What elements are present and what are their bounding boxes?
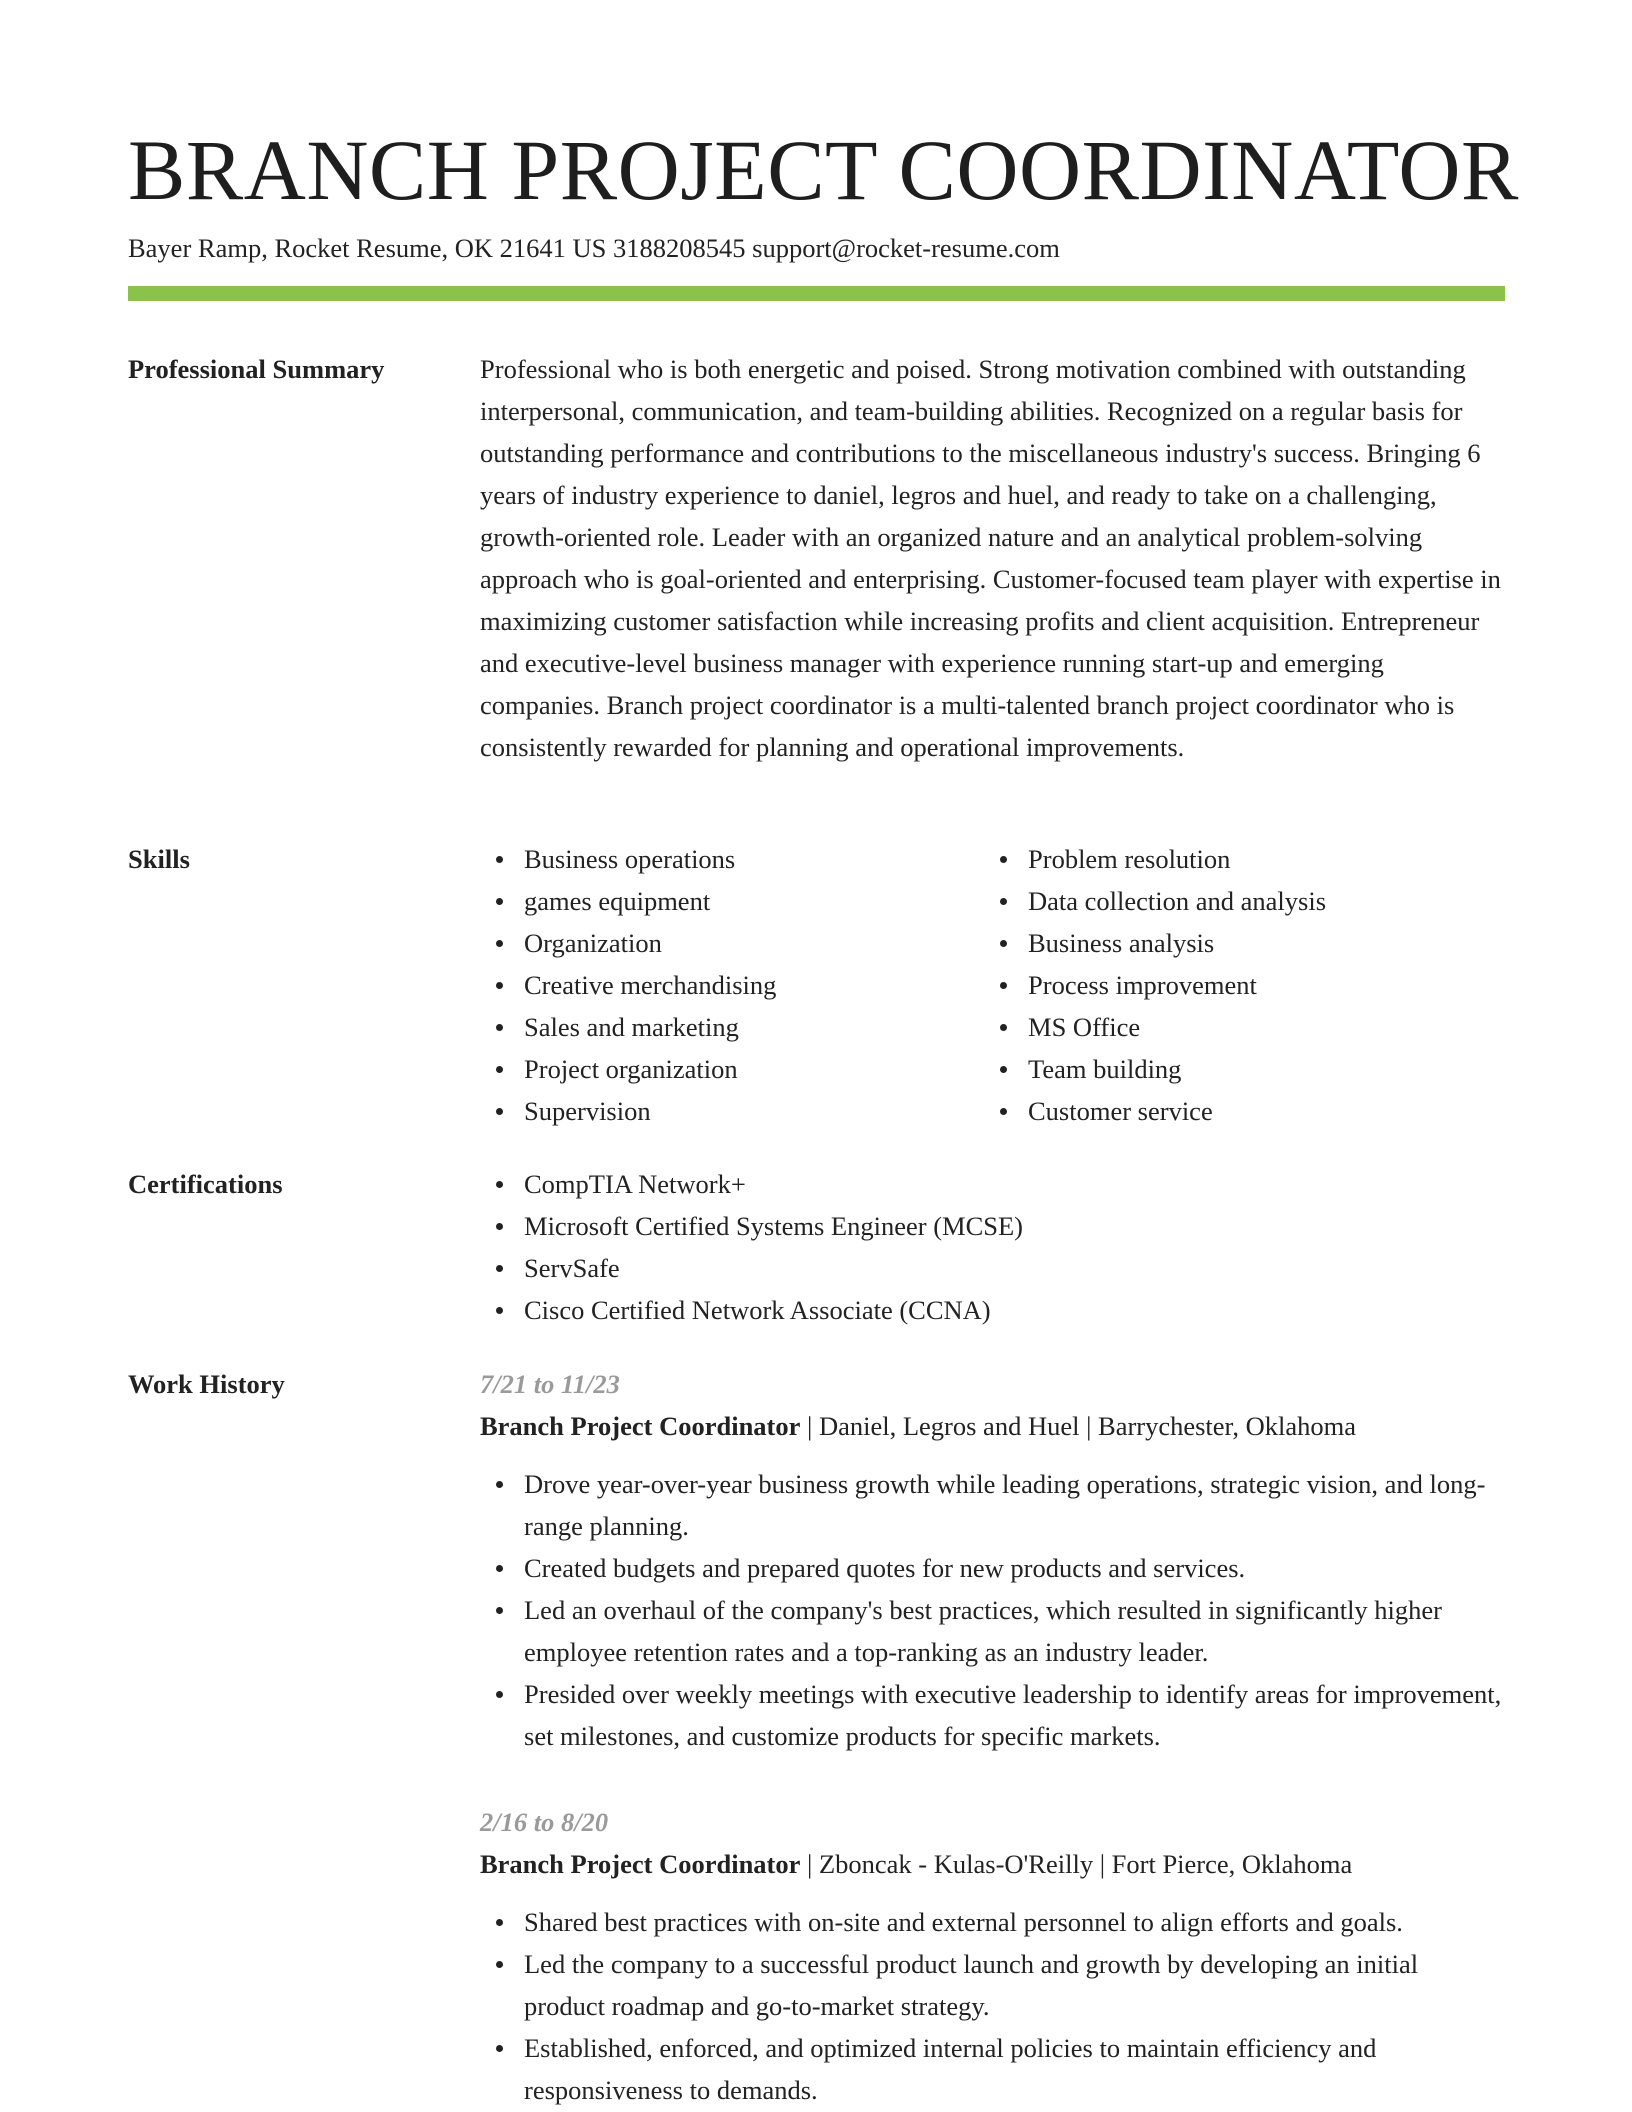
accent-divider bbox=[128, 286, 1505, 301]
skills-columns bbox=[480, 838, 1505, 1132]
skill-item: Business operations bbox=[480, 838, 984, 880]
job-heading bbox=[480, 1405, 1505, 1447]
skills-list-right bbox=[984, 838, 1488, 1132]
skill-item: Sales and marketing bbox=[480, 1006, 984, 1048]
contact-line: Bayer Ramp, Rocket Resume, OK 21641 US 3188208545 support@rocket-resume.com bbox=[128, 233, 1060, 263]
resume-name-title: BRANCH PROJECT COORDINATOR bbox=[128, 122, 1519, 218]
certifications-body bbox=[480, 1163, 1505, 1331]
job-dates: 2/16 to 8/20 bbox=[480, 1807, 609, 1837]
job-bullet: Led the company to a successful product launch and growth by developing an initial product roadmap and go-to-market strategy. bbox=[480, 1943, 1505, 2027]
job-entry bbox=[480, 1801, 1505, 2111]
job-bullet: Led an overhaul of the company's best practices, which resulted in significantly higher employee retention rates and a top-ranking as an industry leader. bbox=[480, 1589, 1505, 1673]
certification-item: Cisco Certified Network Associate (CCNA) bbox=[480, 1289, 1505, 1331]
skill-item: Creative merchandising bbox=[480, 964, 984, 1006]
skill-item: Supervision bbox=[480, 1090, 984, 1132]
certifications-heading: Certifications bbox=[128, 1169, 283, 1199]
job-bullets bbox=[480, 1901, 1505, 2111]
job-employer-location: | Daniel, Legros and Huel | Barrychester, Oklahoma bbox=[800, 1411, 1356, 1441]
work-history-heading: Work History bbox=[128, 1369, 285, 1399]
summary-body bbox=[480, 348, 1505, 768]
skill-item: Customer service bbox=[984, 1090, 1488, 1132]
summary-heading: Professional Summary bbox=[128, 354, 385, 384]
skill-item: Process improvement bbox=[984, 964, 1488, 1006]
certification-item: ServSafe bbox=[480, 1247, 1505, 1289]
job-heading bbox=[480, 1843, 1505, 1885]
job-bullet: Shared best practices with on-site and external personnel to align efforts and goals. bbox=[480, 1901, 1505, 1943]
skill-item: Project organization bbox=[480, 1048, 984, 1090]
certifications-list bbox=[480, 1163, 1505, 1331]
job-dates: 7/21 to 11/23 bbox=[480, 1369, 620, 1399]
certification-item: CompTIA Network+ bbox=[480, 1163, 1505, 1205]
job-bullet: Established, enforced, and optimized internal policies to maintain efficiency and responsiveness to demands. bbox=[480, 2027, 1505, 2111]
job-employer-location: | Zboncak - Kulas-O'Reilly | Fort Pierce, Oklahoma bbox=[800, 1849, 1353, 1879]
skill-item: MS Office bbox=[984, 1006, 1488, 1048]
skills-list-left bbox=[480, 838, 984, 1132]
job-bullet: Presided over weekly meetings with executive leadership to identify areas for improvement, set milestones, and customize products for specific markets. bbox=[480, 1673, 1505, 1757]
skill-item: Team building bbox=[984, 1048, 1488, 1090]
skill-item: games equipment bbox=[480, 880, 984, 922]
job-bullet: Created budgets and prepared quotes for new products and services. bbox=[480, 1547, 1505, 1589]
skills-heading: Skills bbox=[128, 844, 190, 874]
job-bullets bbox=[480, 1463, 1505, 1757]
skill-item: Business analysis bbox=[984, 922, 1488, 964]
job-title: Branch Project Coordinator bbox=[480, 1411, 801, 1441]
skill-item: Data collection and analysis bbox=[984, 880, 1488, 922]
work-history-body bbox=[480, 1363, 1505, 2111]
skill-item: Organization bbox=[480, 922, 984, 964]
summary-text: Professional who is both energetic and poised. Strong motivation combined with outstanding interpersonal, communication, and team-building abilities. Recognized on a regular basis for outstanding performance and contributions to the miscellaneous industry's success. Bringing 6 years of industry experience to daniel, legros and huel, and ready to take on a challenging, growth-oriented role. Leader with an organized nature and an analytical problem-solving approach who is goal-oriented and enterprising. Customer-focused team player with expertise in maximizing customer satisfaction while increasing profits and client acquisition. Entrepreneur and executive-level business manager with experience running start-up and emerging companies. Branch project coordinator is a multi-talented branch project coordinator who is consistently rewarded for planning and operational improvements. bbox=[480, 354, 1501, 762]
job-entry bbox=[480, 1363, 1505, 1757]
job-title: Branch Project Coordinator bbox=[480, 1849, 801, 1879]
job-bullet: Drove year-over-year business growth while leading operations, strategic vision, and long-range planning. bbox=[480, 1463, 1505, 1547]
certification-item: Microsoft Certified Systems Engineer (MCSE) bbox=[480, 1205, 1505, 1247]
skill-item: Problem resolution bbox=[984, 838, 1488, 880]
